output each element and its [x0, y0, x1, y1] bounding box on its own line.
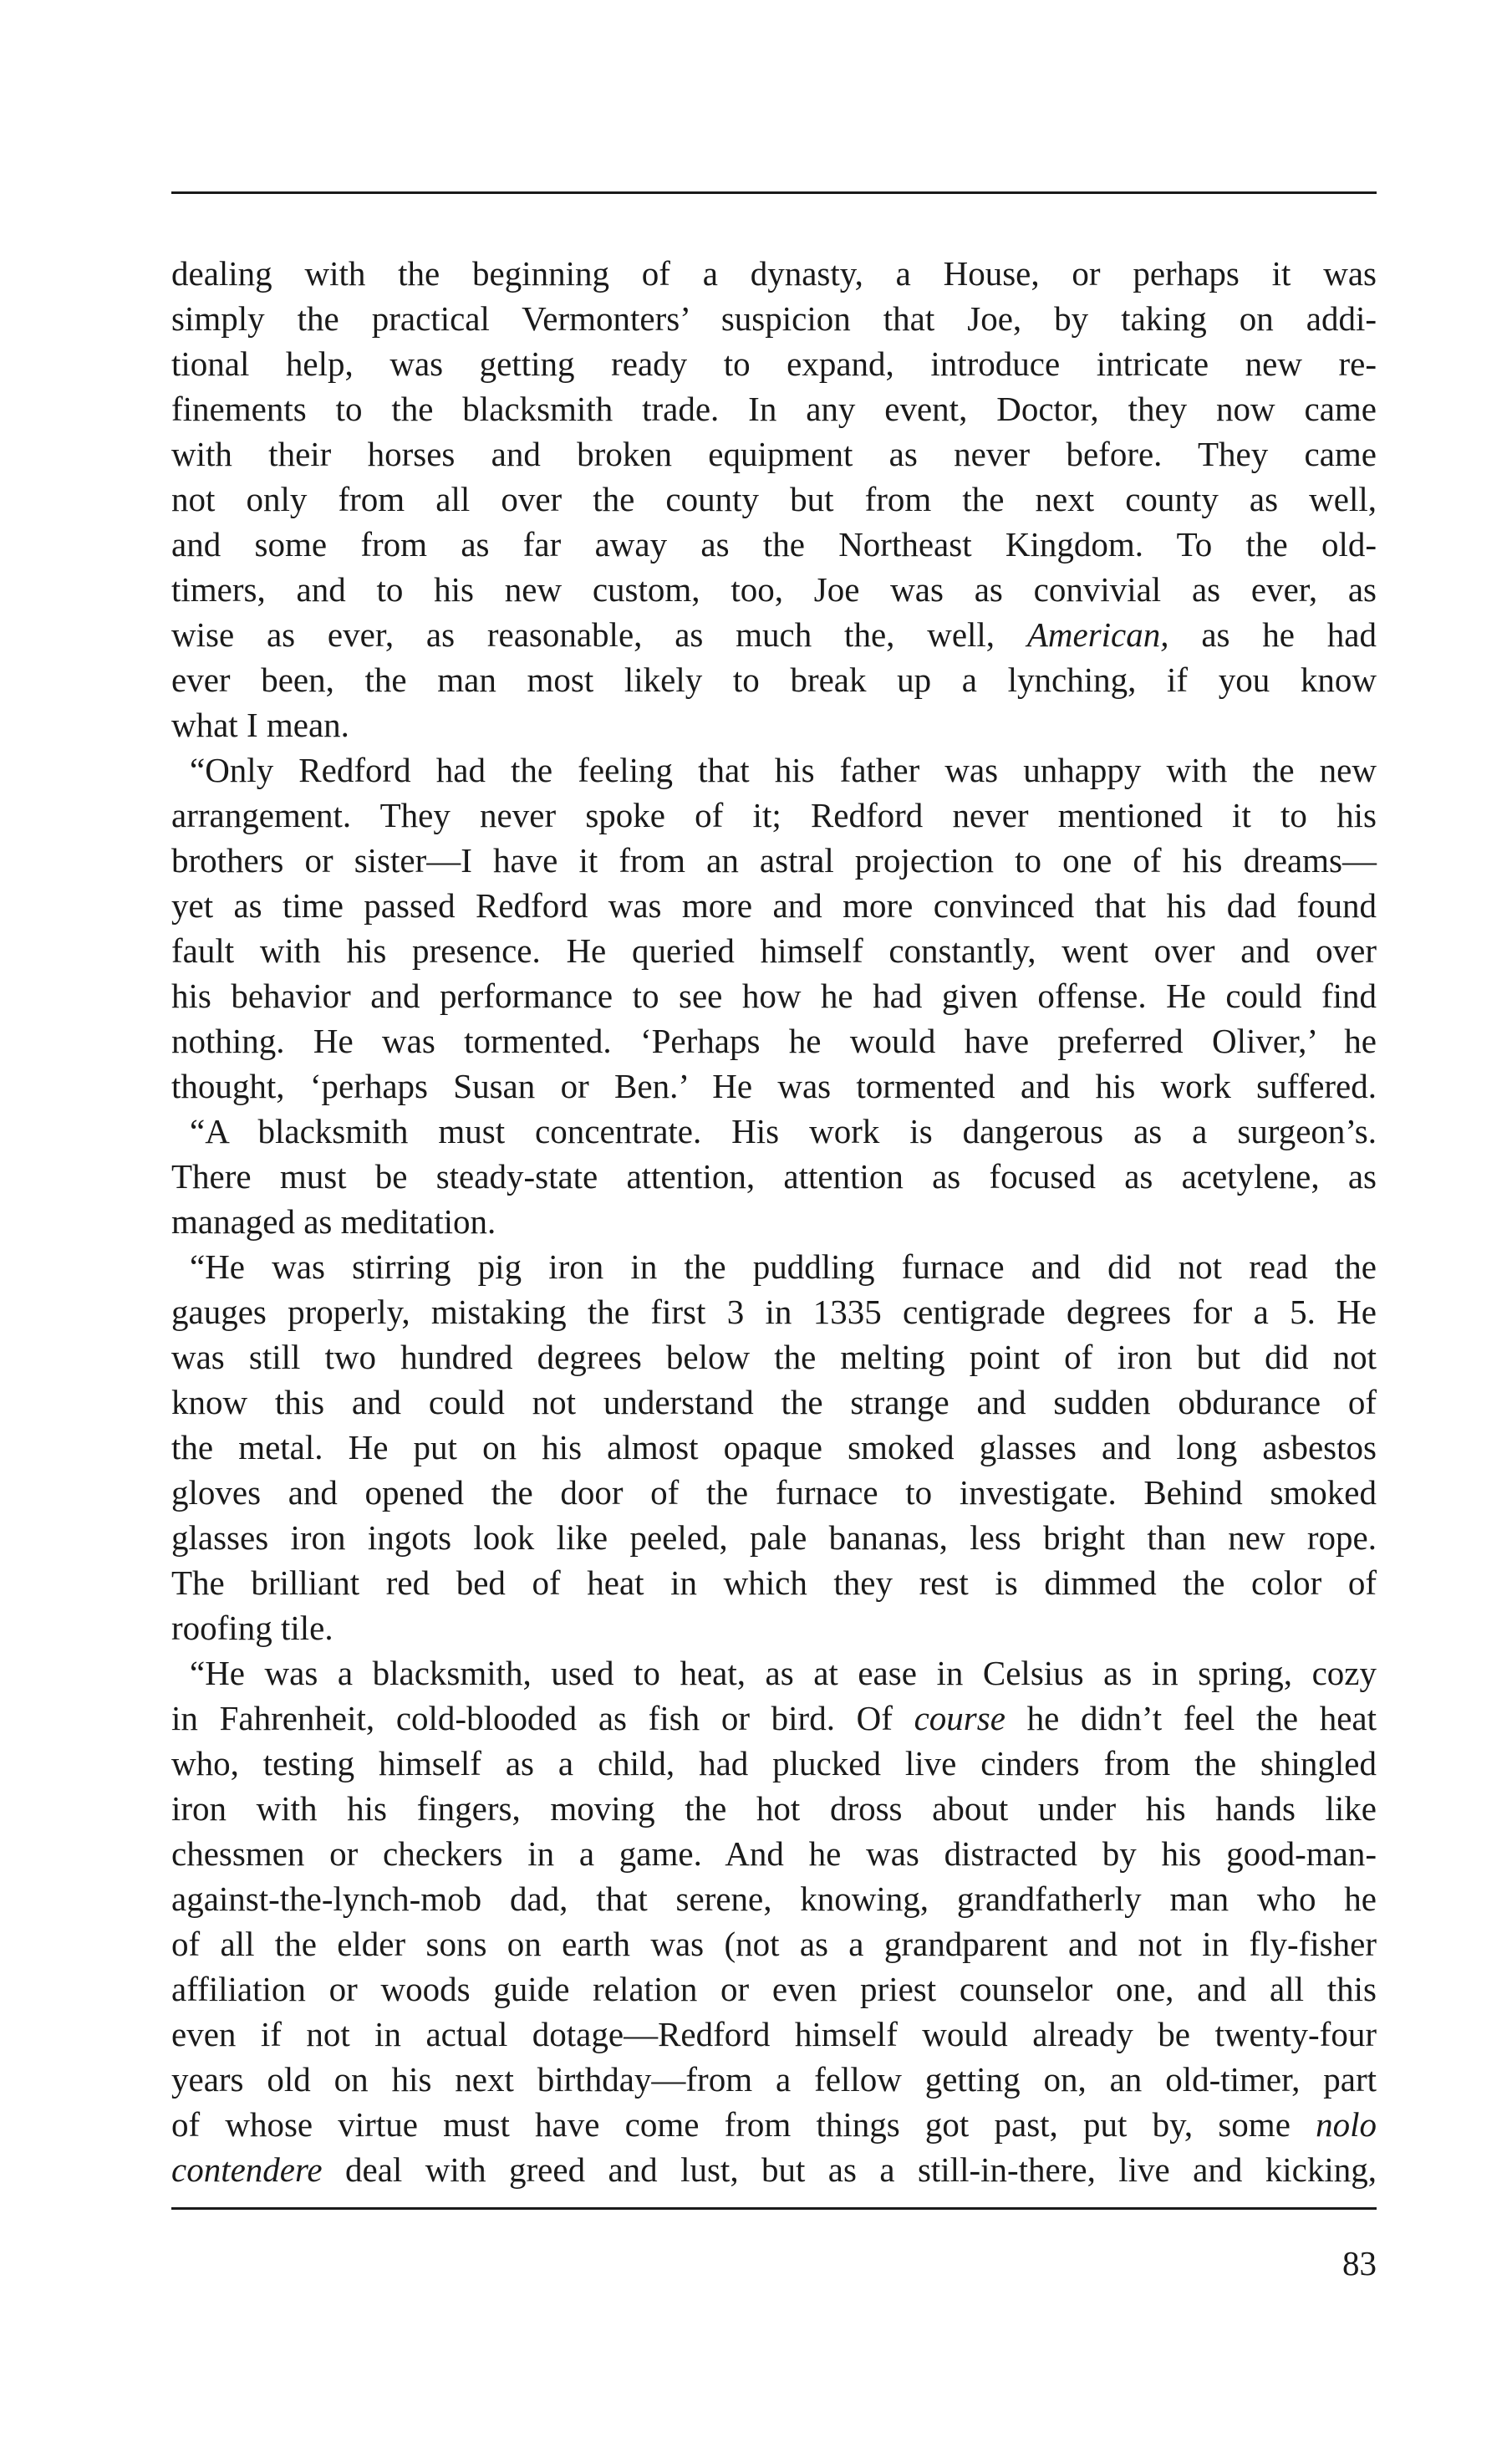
text-line: what I mean. — [171, 706, 349, 744]
text-line — [171, 612, 1377, 657]
paragraph-1 — [171, 251, 1377, 747]
text-line — [171, 2102, 1377, 2147]
italic-word: nolo — [1316, 2105, 1377, 2144]
top-rule — [171, 191, 1377, 194]
text-line: gloves and opened the door of the furnace to investigate. Behind smoked — [171, 1473, 1377, 1512]
text-line: “A blacksmith must concentrate. His work is dangerous as a surgeon’s. — [190, 1112, 1377, 1150]
text-line — [171, 2147, 1377, 2192]
text-line: chessmen or checkers in a game. And he was distracted by his good-man- — [171, 1834, 1377, 1873]
text-line: of all the elder sons on earth was (not as a grandparent and not in fly-fisher — [171, 1925, 1377, 1963]
text-line: and some from as far away as the Northeast Kingdom. To the old- — [171, 525, 1377, 564]
text-line: yet as time passed Redford was more and more convinced that his dad found — [171, 886, 1377, 925]
text-line: brothers or sister—I have it from an astral projection to one of his dreams— — [171, 841, 1377, 880]
text-line: simply the practical Vermonters’ suspicion that Joe, by taking on addi- — [171, 299, 1377, 338]
text-line: ever been, the man most likely to break up a lynching, if you know — [171, 660, 1377, 699]
text-line: fault with his presence. He queried himself constantly, went over and over — [171, 931, 1377, 970]
text-line: The brilliant red bed of heat in which they rest is dimmed the color of — [171, 1563, 1377, 1602]
italic-word: contendere — [171, 2150, 323, 2189]
text-run: deal with greed and lust, but as a still-in-there, live and kicking, — [322, 2150, 1377, 2189]
page-number: 83 — [1342, 2244, 1377, 2282]
text-line: “He was a blacksmith, used to heat, as at ease in Celsius as in spring, cozy — [190, 1654, 1377, 1692]
text-line: even if not in actual dotage—Redford himself would already be twenty-four — [171, 2015, 1377, 2053]
text-line: There must be steady-state attention, attention as focused as acetylene, as — [171, 1157, 1377, 1196]
text-line: know this and could not understand the strange and sudden obdurance of — [171, 1383, 1377, 1421]
page-body-text — [171, 251, 1377, 2192]
text-line: years old on his next birthday—from a fellow getting on, an old-timer, part — [171, 2060, 1377, 2099]
text-line: tional help, was getting ready to expand, introduce intricate new re- — [171, 344, 1377, 383]
text-line: “Only Redford had the feeling that his father was unhappy with the new — [190, 751, 1377, 789]
text-run: as he had — [1168, 615, 1377, 654]
text-run: of whose virtue must have come from things got past, put by, some — [171, 2105, 1316, 2144]
text-line: who, testing himself as a child, had plucked live cinders from the shingled — [171, 1744, 1377, 1783]
text-run: he didn’t feel the heat — [1005, 1699, 1377, 1737]
text-line: was still two hundred degrees below the melting point of iron but did not — [171, 1338, 1377, 1376]
text-line: glasses iron ingots look like peeled, pale bananas, less bright than new rope. — [171, 1518, 1377, 1557]
text-line: managed as meditation. — [171, 1202, 496, 1241]
italic-word: American, — [1026, 615, 1169, 654]
text-run: in Fahrenheit, cold-blooded as fish or bird. Of — [171, 1699, 914, 1737]
text-line: affiliation or woods guide relation or even priest counselor one, and all this — [171, 1970, 1377, 2008]
text-line: gauges properly, mistaking the first 3 in 1335 centigrade degrees for a 5. He — [171, 1293, 1377, 1331]
text-line: iron with his fingers, moving the hot dross about under his hands like — [171, 1789, 1377, 1828]
text-line: against-the-lynch-mob dad, that serene, knowing, grandfatherly man who he — [171, 1879, 1377, 1918]
paragraph-5 — [171, 1650, 1377, 2192]
text-line: “He was stirring pig iron in the puddling furnace and did not read the — [190, 1247, 1377, 1286]
paragraph-2 — [171, 747, 1377, 1109]
text-line: nothing. He was tormented. ‘Perhaps he would have preferred Oliver,’ he — [171, 1022, 1377, 1060]
text-line: his behavior and performance to see how he had given offense. He could find — [171, 977, 1377, 1015]
text-line: finements to the blacksmith trade. In any event, Doctor, they now came — [171, 390, 1377, 428]
text-line: roofing tile. — [171, 1609, 333, 1647]
italic-word: course — [914, 1699, 1005, 1737]
bottom-rule — [171, 2207, 1377, 2210]
text-line: dealing with the beginning of a dynasty, a House, or perhaps it was — [171, 254, 1377, 293]
text-line — [171, 1696, 1377, 1741]
text-line: with their horses and broken equipment as never before. They came — [171, 435, 1377, 473]
text-line: timers, and to his new custom, too, Joe was as convivial as ever, as — [171, 570, 1377, 609]
text-line: not only from all over the county but from the next county as well, — [171, 480, 1377, 518]
text-line: thought, ‘perhaps Susan or Ben.’ He was tormented and his work suffered. — [171, 1067, 1377, 1105]
paragraph-3 — [171, 1109, 1377, 1244]
text-run: wise as ever, as reasonable, as much the, well, — [171, 615, 1027, 654]
text-line: arrangement. They never spoke of it; Redford never mentioned it to his — [171, 796, 1377, 834]
text-line: the metal. He put on his almost opaque smoked glasses and long asbestos — [171, 1428, 1377, 1466]
paragraph-4 — [171, 1244, 1377, 1650]
